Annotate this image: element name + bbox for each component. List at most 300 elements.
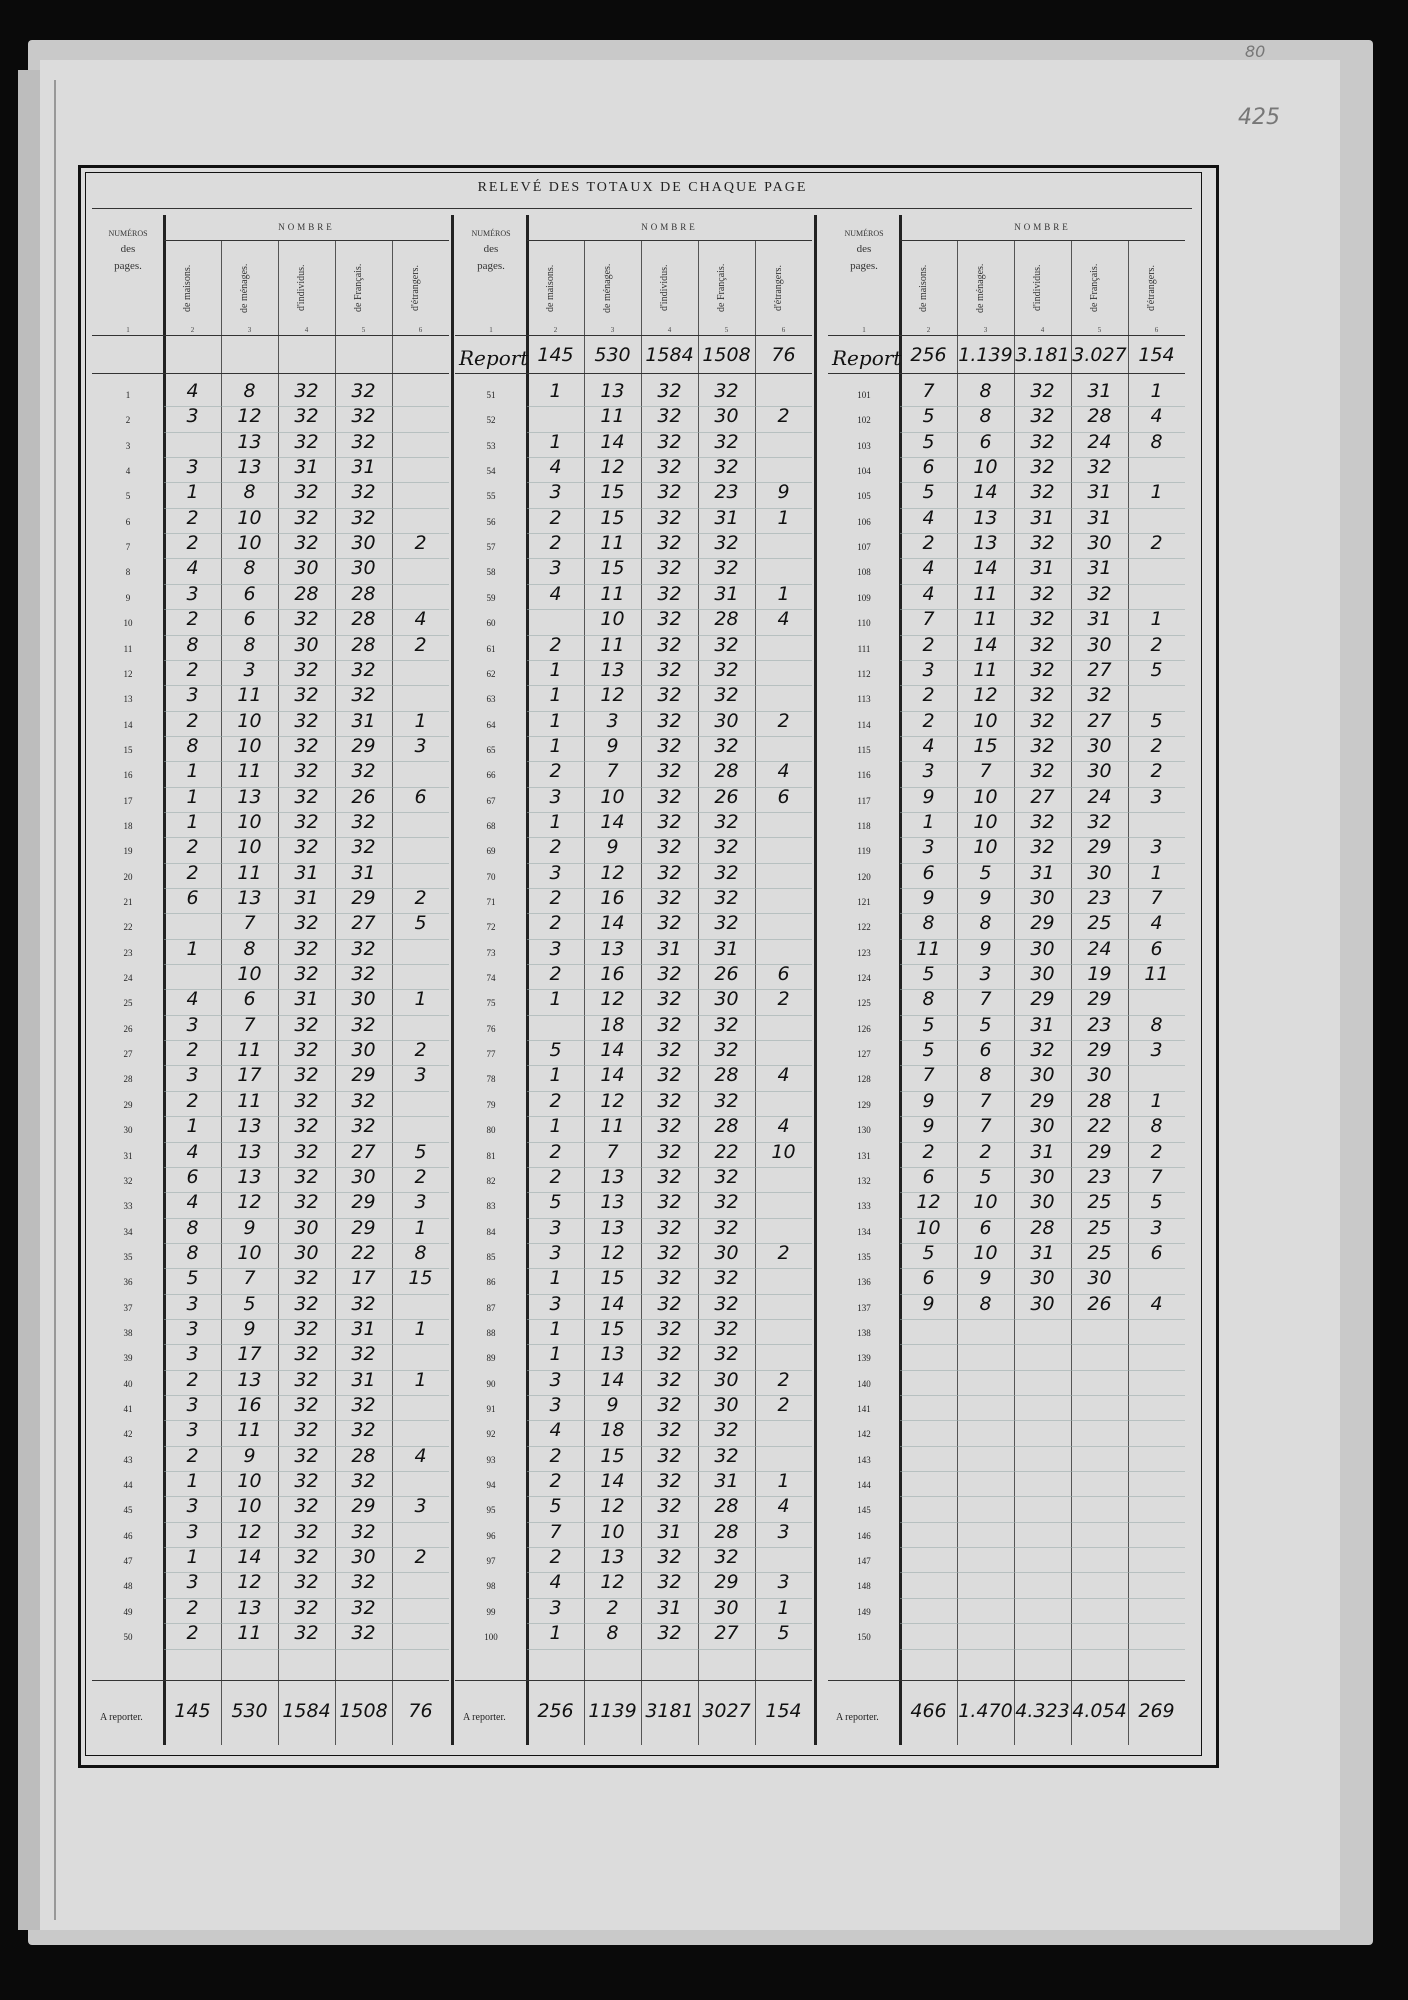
report-menages: 530	[594, 344, 631, 366]
cell-maisons: 1	[549, 709, 562, 732]
page-number: 4	[125, 466, 131, 477]
cell-individus: 32	[294, 963, 319, 986]
cell-individus: 32	[294, 405, 319, 428]
cell-menages: 8	[243, 380, 256, 402]
cell-francais: 30	[1087, 734, 1112, 757]
cell-menages: 13	[600, 1191, 625, 1214]
cell-maisons: 10	[916, 1216, 941, 1239]
cell-francais: 32	[351, 810, 376, 833]
page-number: 145	[857, 1505, 871, 1516]
page-number: 149	[857, 1606, 871, 1617]
page-number: 101	[857, 390, 871, 400]
cell-maisons: 3	[549, 1368, 562, 1391]
cell-etrangers: 5	[1150, 709, 1163, 732]
cell-menages: 14	[600, 1470, 625, 1493]
cell-menages: 13	[600, 1216, 625, 1239]
cell-maisons: 4	[922, 582, 935, 605]
cell-menages: 14	[600, 912, 625, 935]
page-number: 70	[486, 871, 496, 882]
cell-individus: 29	[1030, 912, 1055, 935]
cell-menages: 6	[243, 582, 256, 605]
cell-francais: 30	[714, 405, 739, 428]
cell-menages: 16	[237, 1394, 262, 1416]
cell-francais: 19	[1087, 963, 1112, 986]
cell-maisons: 4	[549, 582, 562, 605]
cell-menages: 12	[600, 456, 625, 479]
cell-maisons: 3	[186, 1394, 199, 1416]
header-page-numbers	[92, 228, 164, 276]
page-number: 20	[123, 871, 133, 882]
header-col-number: 5	[724, 326, 729, 334]
page-number: 85	[486, 1251, 496, 1262]
cell-maisons: 4	[186, 988, 199, 1011]
cell-individus: 31	[1030, 1241, 1055, 1264]
page-number: 83	[486, 1201, 496, 1212]
cell-menages: 15	[600, 506, 625, 529]
cell-maisons: 5	[922, 1013, 935, 1036]
cell-individus: 32	[1030, 532, 1055, 555]
cell-individus: 32	[657, 861, 682, 884]
cell-francais: 28	[714, 1115, 739, 1138]
total-francais: 3027	[702, 1700, 751, 1722]
total-menages: 1.470	[958, 1700, 1013, 1722]
cell-francais: 27	[351, 1140, 376, 1163]
cell-francais: 31	[351, 1317, 376, 1340]
cell-francais: 32	[1087, 684, 1112, 707]
cell-maisons: 2	[186, 1596, 199, 1619]
cell-menages: 9	[243, 1444, 256, 1467]
cell-menages: 11	[237, 1419, 262, 1442]
page-number: 23	[123, 947, 133, 958]
page-number: 96	[486, 1530, 496, 1541]
header-col-number: 4	[1040, 326, 1045, 334]
cell-maisons: 1	[186, 1546, 199, 1569]
header-col-number: 2	[926, 326, 931, 334]
page-number: 15	[123, 744, 133, 755]
cell-francais: 31	[351, 1368, 376, 1391]
header-col-individus: d'individus.	[1032, 264, 1043, 312]
page-number: 105	[857, 491, 871, 502]
report-individus: 3.181	[1015, 344, 1070, 366]
cell-maisons: 2	[186, 658, 199, 681]
cell-francais: 32	[351, 506, 376, 529]
cell-francais: 32	[351, 1419, 376, 1442]
page-number: 10	[123, 618, 133, 629]
header-numeros-line: NUMÉROS	[108, 229, 148, 238]
page-number: 21	[123, 897, 133, 907]
cell-maisons: 2	[549, 1089, 562, 1112]
cell-maisons: 2	[186, 1444, 199, 1467]
cell-etrangers: 3	[414, 1191, 427, 1214]
cell-individus: 32	[657, 1444, 682, 1467]
cell-maisons: 1	[186, 760, 199, 783]
cell-francais: 30	[714, 988, 739, 1011]
cell-menages: 8	[243, 633, 256, 656]
page-number: 147	[857, 1556, 871, 1567]
cell-francais: 32	[714, 380, 739, 402]
header-col-number: 4	[667, 326, 672, 334]
page-number: 31	[123, 1150, 133, 1161]
header-col-number: 6	[418, 326, 423, 334]
cell-individus: 32	[657, 912, 682, 935]
cell-maisons: 2	[549, 1165, 562, 1188]
cell-maisons: 3	[922, 658, 935, 681]
cell-francais: 29	[1087, 988, 1112, 1011]
cell-maisons: 2	[549, 532, 562, 555]
cell-francais: 29	[351, 1495, 376, 1518]
cell-etrangers: 4	[1150, 1292, 1163, 1315]
cell-menages: 13	[600, 658, 625, 681]
cell-individus: 32	[1030, 380, 1055, 402]
page-number: 3	[125, 440, 131, 451]
cell-individus: 32	[657, 1419, 682, 1442]
page-number: 98	[486, 1581, 496, 1592]
page-number: 5	[125, 491, 131, 502]
cell-francais: 32	[714, 912, 739, 935]
cell-maisons: 3	[186, 405, 199, 428]
page-number: 43	[123, 1454, 133, 1465]
cell-individus: 32	[1030, 1039, 1055, 1062]
page-number: 148	[857, 1581, 871, 1592]
cell-francais: 31	[1087, 380, 1112, 402]
cell-individus: 32	[657, 1140, 682, 1163]
cell-francais: 30	[1087, 760, 1112, 783]
cell-individus: 32	[657, 1039, 682, 1062]
cell-maisons: 5	[922, 1241, 935, 1264]
cell-maisons: 2	[549, 836, 562, 859]
page-number: 92	[486, 1429, 496, 1440]
cell-francais: 32	[714, 1444, 739, 1467]
cell-maisons: 1	[549, 1317, 562, 1340]
page-number: 50	[123, 1632, 133, 1643]
total-maisons: 256	[537, 1700, 574, 1722]
cell-maisons: 6	[186, 887, 199, 909]
cell-francais: 30	[351, 1165, 376, 1188]
cell-menages: 8	[979, 1064, 992, 1087]
cell-francais: 30	[714, 1241, 739, 1264]
cell-francais: 28	[714, 608, 739, 631]
cell-etrangers: 5	[1150, 658, 1163, 681]
margin-note-top: 80	[1245, 42, 1266, 61]
header-col-number: 4	[304, 326, 309, 334]
page-number: 140	[857, 1378, 871, 1389]
cell-menages: 13	[600, 937, 625, 960]
cell-francais: 32	[351, 1115, 376, 1138]
cell-maisons: 8	[186, 633, 199, 656]
cell-individus: 32	[1030, 709, 1055, 732]
cell-menages: 11	[237, 1039, 262, 1062]
cell-maisons: 5	[922, 405, 935, 428]
cell-maisons: 2	[549, 1444, 562, 1467]
cell-maisons: 3	[549, 1241, 562, 1264]
cell-individus: 32	[657, 1013, 682, 1036]
cell-etrangers: 6	[1150, 1241, 1163, 1264]
cell-individus: 32	[657, 1292, 682, 1315]
cell-maisons: 9	[922, 887, 935, 909]
cell-etrangers: 5	[777, 1622, 790, 1645]
cell-menages: 6	[979, 430, 992, 453]
cell-individus: 32	[294, 1115, 319, 1138]
header-col-individus: d'individus.	[659, 264, 670, 312]
cell-etrangers: 5	[414, 912, 427, 935]
page-number: 56	[486, 516, 496, 527]
page-number: 106	[857, 516, 871, 527]
page-number: 113	[857, 694, 871, 705]
header-col-etrangers: d'étrangers.	[773, 265, 784, 311]
page-number: 32	[123, 1175, 133, 1186]
cell-etrangers: 2	[1150, 532, 1163, 555]
header-col-maisons: de maisons.	[182, 264, 193, 312]
cell-maisons: 4	[922, 734, 935, 757]
cell-francais: 23	[1087, 1013, 1112, 1036]
page-number: 72	[486, 922, 496, 933]
header-col-francais: de Français.	[716, 263, 727, 313]
cell-etrangers: 2	[1150, 1140, 1163, 1163]
cell-etrangers: 2	[777, 988, 790, 1011]
cell-individus: 30	[294, 1241, 319, 1264]
cell-francais: 30	[714, 1368, 739, 1391]
cell-menages: 8	[606, 1622, 619, 1645]
cell-etrangers: 1	[414, 1216, 427, 1239]
cell-etrangers: 3	[1150, 1216, 1163, 1239]
cell-menages: 12	[237, 405, 262, 428]
cell-menages: 13	[237, 430, 262, 453]
cell-maisons: 6	[922, 861, 935, 884]
cell-maisons: 4	[186, 557, 199, 580]
page-number: 102	[857, 415, 871, 426]
report-maisons: 145	[537, 344, 574, 366]
cell-francais: 32	[351, 658, 376, 681]
cell-menages: 13	[237, 1368, 262, 1391]
page-number: 53	[486, 440, 496, 451]
cell-maisons: 3	[186, 456, 199, 479]
cell-menages: 8	[243, 937, 256, 960]
cell-francais: 32	[351, 937, 376, 960]
cell-maisons: 5	[922, 1039, 935, 1062]
cell-maisons: 8	[186, 734, 199, 757]
cell-menages: 7	[979, 1115, 992, 1138]
cell-francais: 32	[714, 734, 739, 757]
cell-menages: 9	[979, 1267, 992, 1290]
cell-francais: 28	[714, 1520, 739, 1543]
total-label: A reporter.	[100, 1712, 143, 1723]
cell-etrangers: 1	[777, 1596, 790, 1619]
cell-maisons: 6	[186, 1165, 199, 1188]
cell-francais: 30	[351, 532, 376, 555]
page-number: 29	[123, 1099, 133, 1110]
cell-maisons: 2	[186, 506, 199, 529]
cell-menages: 13	[237, 1140, 262, 1163]
cell-individus: 32	[294, 1571, 319, 1594]
cell-individus: 32	[1030, 405, 1055, 428]
page-number: 100	[484, 1632, 498, 1643]
page-number: 117	[857, 795, 871, 806]
cell-individus: 32	[294, 1267, 319, 1290]
cell-individus: 31	[657, 1596, 682, 1619]
cell-individus: 31	[294, 887, 319, 909]
header-numeros-line: des	[120, 242, 136, 255]
cell-maisons: 3	[186, 1571, 199, 1594]
header-rule	[92, 335, 449, 336]
cell-individus: 32	[657, 760, 682, 783]
cell-maisons: 1	[549, 1343, 562, 1366]
cell-maisons: 2	[549, 1470, 562, 1493]
folio-number: 425	[1238, 105, 1280, 130]
cell-maisons: 1	[549, 1267, 562, 1290]
cell-francais: 32	[351, 1520, 376, 1543]
page-number: 11	[123, 643, 133, 654]
header-numeros-line: NUMÉROS	[844, 229, 884, 238]
page-number: 64	[486, 719, 496, 730]
cell-francais: 31	[1087, 481, 1112, 504]
cell-francais: 30	[714, 1596, 739, 1619]
page-number: 63	[486, 694, 496, 705]
cell-menages: 2	[606, 1596, 619, 1619]
total-maisons: 466	[910, 1700, 947, 1722]
cell-individus: 32	[294, 810, 319, 833]
page-number: 108	[857, 567, 871, 578]
cell-individus: 32	[294, 1317, 319, 1340]
row-rule	[900, 1598, 1185, 1599]
cell-individus: 30	[1030, 937, 1055, 960]
report-rule	[455, 373, 812, 374]
header-rule	[455, 335, 812, 336]
page-number: 129	[857, 1099, 871, 1110]
header-col-francais: de Français.	[1089, 263, 1100, 313]
cell-francais: 32	[714, 1292, 739, 1315]
cell-menages: 13	[973, 532, 998, 555]
block-3-col-rule	[1128, 240, 1129, 1745]
cell-maisons: 3	[922, 760, 935, 783]
page-number: 67	[486, 795, 496, 806]
cell-individus: 30	[1030, 1115, 1055, 1138]
table-title: RELEVÉ DES TOTAUX DE CHAQUE PAGE	[477, 180, 808, 195]
cell-maisons: 1	[549, 1115, 562, 1138]
totals-rule	[92, 1680, 449, 1681]
cell-maisons: 3	[549, 1292, 562, 1315]
cell-individus: 32	[657, 1470, 682, 1493]
cell-individus: 32	[657, 405, 682, 428]
binding-crease	[54, 80, 56, 1920]
cell-francais: 32	[1087, 456, 1112, 479]
cell-menages: 10	[973, 785, 998, 808]
cell-menages: 12	[600, 1571, 625, 1594]
cell-menages: 9	[243, 1216, 256, 1239]
page-number: 107	[857, 542, 871, 553]
cell-maisons: 5	[922, 963, 935, 986]
cell-menages: 10	[237, 1241, 262, 1264]
report-individus: 1584	[645, 344, 694, 366]
cell-individus: 32	[294, 937, 319, 960]
cell-francais: 30	[351, 557, 376, 580]
page-number: 22	[123, 922, 133, 933]
cell-menages: 13	[237, 1596, 262, 1619]
cell-menages: 10	[600, 1520, 625, 1543]
cell-individus: 32	[657, 810, 682, 833]
cell-individus: 32	[657, 456, 682, 479]
cell-menages: 10	[237, 810, 262, 833]
cell-individus: 32	[294, 658, 319, 681]
cell-maisons: 3	[549, 481, 562, 504]
cell-francais: 22	[1087, 1115, 1112, 1138]
cell-maisons: 2	[922, 1140, 935, 1163]
cell-menages: 12	[600, 1241, 625, 1264]
cell-etrangers: 3	[1150, 836, 1163, 859]
cell-francais: 24	[1087, 430, 1112, 453]
cell-menages: 9	[606, 836, 619, 859]
cell-etrangers: 4	[414, 1444, 427, 1467]
nombre-rule	[900, 240, 1185, 241]
cell-individus: 32	[657, 608, 682, 631]
cell-menages: 7	[243, 912, 256, 935]
cell-individus: 30	[1030, 1191, 1055, 1214]
cell-individus: 32	[657, 1368, 682, 1391]
cell-individus: 32	[657, 1343, 682, 1366]
nombre-rule	[164, 240, 449, 241]
cell-francais: 29	[1087, 1140, 1112, 1163]
cell-etrangers: 1	[414, 1368, 427, 1391]
cell-francais: 32	[714, 633, 739, 656]
cell-etrangers: 2	[777, 1241, 790, 1264]
cell-francais: 23	[1087, 1165, 1112, 1188]
cell-francais: 25	[1087, 1216, 1112, 1239]
cell-maisons: 2	[549, 912, 562, 935]
page-number: 143	[857, 1454, 871, 1465]
cell-etrangers: 4	[777, 1115, 790, 1138]
page-number: 57	[486, 542, 496, 553]
cell-menages: 9	[979, 887, 992, 909]
cell-maisons: 4	[549, 1571, 562, 1594]
cell-individus: 31	[1030, 506, 1055, 529]
cell-menages: 5	[979, 1165, 992, 1188]
cell-etrangers: 5	[414, 1140, 427, 1163]
page-number: 60	[486, 618, 496, 629]
cell-menages: 5	[979, 861, 992, 884]
page-number: 84	[486, 1226, 496, 1237]
cell-menages: 10	[600, 608, 625, 631]
cell-individus: 32	[657, 1115, 682, 1138]
cell-etrangers: 7	[1150, 887, 1163, 909]
cell-francais: 27	[1087, 709, 1112, 732]
page-number: 122	[857, 922, 871, 933]
cell-francais: 31	[351, 456, 376, 479]
cell-etrangers: 1	[777, 582, 790, 605]
cell-menages: 6	[243, 988, 256, 1011]
cell-francais: 32	[714, 456, 739, 479]
cell-maisons: 2	[186, 1622, 199, 1645]
cell-francais: 32	[351, 1571, 376, 1594]
cell-francais: 32	[714, 1089, 739, 1112]
cell-maisons: 5	[549, 1191, 562, 1214]
cell-individus: 32	[294, 836, 319, 859]
cell-individus: 31	[1030, 861, 1055, 884]
cell-menages: 16	[600, 887, 625, 909]
cell-menages: 10	[600, 785, 625, 808]
page-number: 146	[857, 1530, 871, 1541]
cell-menages: 14	[973, 557, 998, 580]
cell-maisons: 2	[549, 1546, 562, 1569]
cell-maisons: 1	[186, 785, 199, 808]
cell-francais: 30	[1087, 1064, 1112, 1087]
cell-individus: 32	[294, 1292, 319, 1315]
cell-francais: 32	[351, 380, 376, 402]
cell-individus: 32	[294, 1089, 319, 1112]
cell-maisons: 3	[549, 861, 562, 884]
cell-etrangers: 1	[1150, 608, 1163, 631]
cell-maisons: 1	[922, 810, 935, 833]
cell-etrangers: 1	[1150, 481, 1163, 504]
cell-menages: 10	[237, 734, 262, 757]
